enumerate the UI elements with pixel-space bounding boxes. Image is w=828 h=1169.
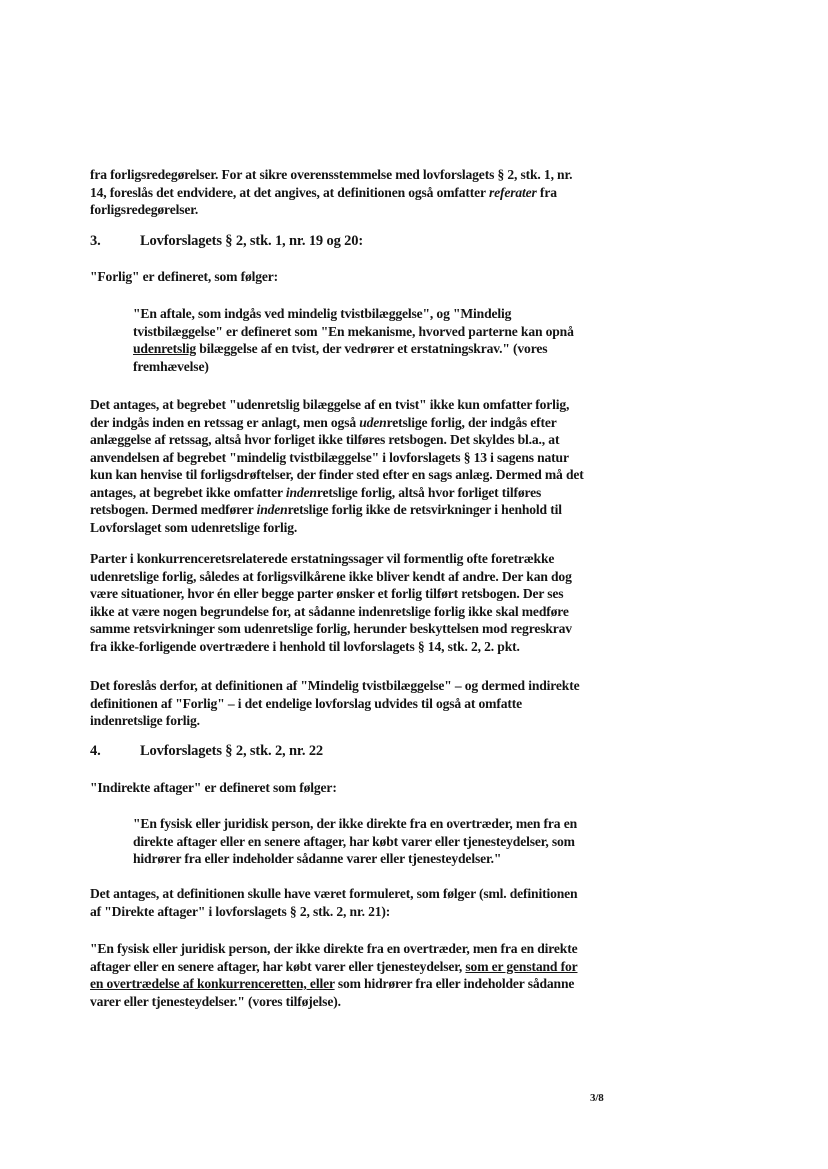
text-run: "En aftale, som indgås ved mindelig tvistbilæggelse", og "Mindelig tvistbilæggelse" er defineret som "En mekanisme, hvorved parterne kan opnå	[133, 306, 574, 339]
underlined-udenretslig: udenretslig	[133, 341, 197, 356]
underlined-addition: som er genstand for en overtrædelse af konkurrenceretten, eller	[90, 958, 578, 991]
paragraph-indirekte-definition: "Indirekte aftager" er defineret som følger:	[90, 780, 337, 795]
section-3-heading	[90, 233, 363, 251]
paragraph-forlig-definition: "Forlig" er defineret, som følger:	[90, 269, 279, 284]
text-run: fra forligsredegørelser. For at sikre overensstemmelse med lovforslagets § 2, stk. 1, nr. 14, foreslås det endvidere, at det angives, at definitionen også omfatter	[90, 167, 573, 200]
text-run: retslige forlig, altså hvor forliget tilføres retsbogen. Dermed medfører	[90, 484, 542, 517]
paragraph-antages-formuleret: Det antages, at definitionen skulle have været formuleret, som følger (sml. definitionen af "Direkte aftager" i lovforslagets § 2, stk. 2, nr. 21):	[90, 886, 578, 919]
section-4-heading	[90, 743, 323, 761]
paragraph-antages-udenretslig	[90, 396, 590, 536]
section-title: Lovforslagets § 2, stk. 1, nr. 19 og 20:	[140, 233, 364, 249]
text-run: som hidrører fra eller indeholder sådanne varer eller tjenesteydelser." (vores tilføjelse).	[90, 976, 575, 1009]
paragraph-intro	[90, 166, 590, 219]
text-run: retslige forlig ikke de retsvirkninger i henhold til Lovforslaget som udenretslige forlig.	[90, 502, 562, 535]
quote-indirekte-aftager: "En fysisk eller juridisk person, der ikke direkte fra en overtræder, men fra en direkte aftager eller en senere aftager, har købt varer eller tjenesteydelser, som hidrører fra eller indeholder sådanne varer eller tjenesteydelser."	[133, 816, 577, 866]
text-run: Det antages, at begrebet "udenretslig bilæggelse af en tvist" ikke kun omfatter forlig, der indgås inden en retssag er anlagt, men også	[90, 397, 570, 430]
paragraph-foreslaas: Det foreslås derfor, at definitionen af "Mindelig tvistbilæggelse" – og dermed indirekte definitionen af "Forlig" – i det endelige lovforslag udvides til også at omfatte indenretslige forlig.	[90, 678, 580, 728]
emphasis-uden: uden	[359, 414, 387, 430]
emphasis-referater: referater	[488, 184, 537, 200]
emphasis-inden: inden	[256, 502, 288, 517]
paragraph-proposed-definition	[90, 940, 590, 1010]
page-number: 3/8	[590, 1092, 604, 1104]
paragraph-parter: Parter i konkurrenceretsrelaterede erstatningssager vil formentlig ofte foretrække udenretslige forlig, således at forligsvilkårene ikke bliver kendt af andre. Der kan dog være situationer, hvor én eller begge parter ønsker et forlig tilført retsbogen. Der ses ikke at være nogen begrundelse for, at sådanne indenretslige forlig ikke skal medføre samme retsvirkninger som udenretslige forlig, herunder beskyttelsen mod regreskrav fra ikke-forligende overtrædere i henhold til lovforslagets § 14, stk. 2, 2. pkt.	[90, 551, 572, 654]
text-run: retslige forlig, der indgås efter anlæggelse af retssag, altså hvor forliget ikke tilføres retsbogen. Det skyldes bl.a., at anvendelsen af begrebet "mindelig tvistbilæggelse" i lovforslagets § 13 i sagens natur kun kan henvise til forligsdrøftelser, der finder sted efter en sags anlæg. Dermed må det antages, at begrebet ikke omfatter	[90, 414, 584, 500]
text-run: bilæggelse af en tvist, der vedrører et erstatningskrav." (vores fremhævelse)	[133, 341, 548, 374]
emphasis-inden: inden	[285, 484, 317, 500]
text-run: fra forligsredegørelser.	[90, 184, 557, 217]
quote-mindelig-tvistbilaeggelse	[133, 305, 593, 375]
text-run: "En fysisk eller juridisk person, der ikke direkte fra en overtræder, men fra en direkte aftager eller en senere aftager, har købt varer eller tjenesteydelser,	[90, 941, 578, 974]
section-number: 3.	[90, 233, 101, 249]
section-title: Lovforslagets § 2, stk. 2, nr. 22	[140, 743, 324, 759]
section-number: 4.	[90, 743, 101, 759]
